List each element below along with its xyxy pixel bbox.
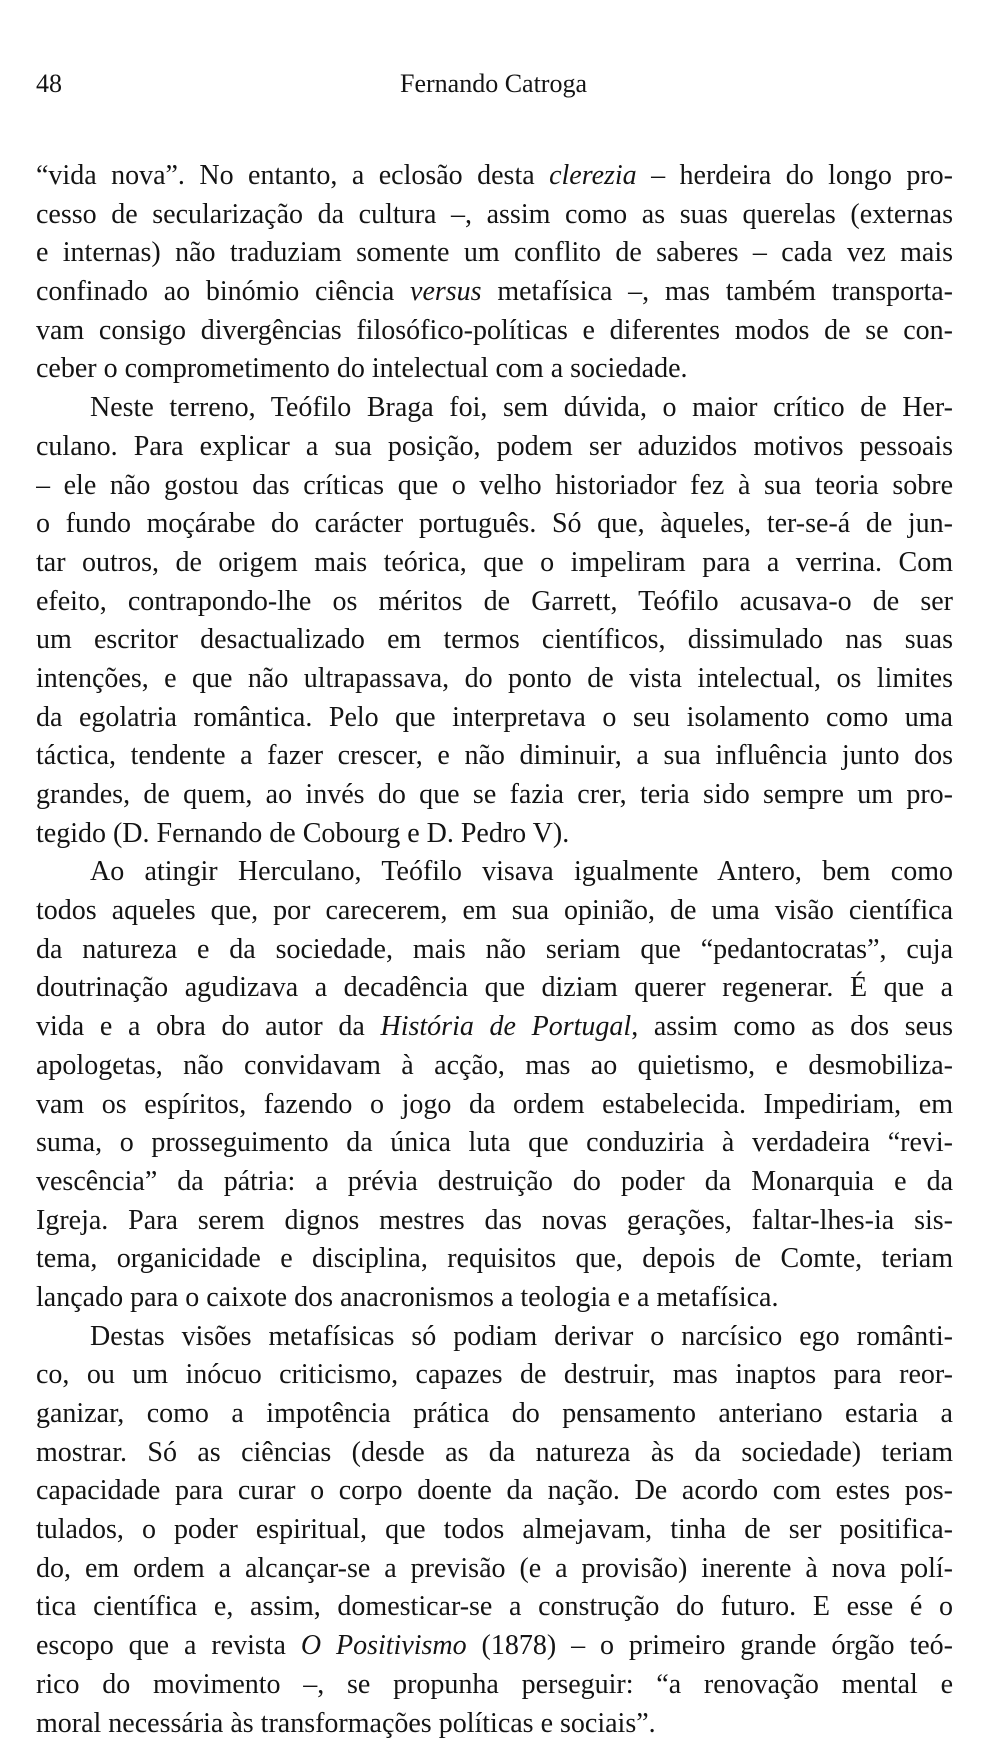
text-run: cesso de secularização da cultura –, assim como as suas querelas (externas	[36, 198, 953, 230]
text-line	[36, 1124, 953, 1163]
paragraph	[36, 1318, 953, 1744]
text-line	[36, 312, 953, 351]
paragraph	[36, 157, 953, 389]
text-run: Igreja. Para serem dignos mestres das novas gerações, faltar-lhes-ia sis-	[36, 1204, 953, 1236]
text-line	[36, 660, 953, 699]
text-run: do, em ordem a alcançar-se a previsão (e a provisão) inerente à nova polí-	[36, 1552, 953, 1584]
text-line	[36, 1550, 953, 1589]
text-line	[36, 1472, 953, 1511]
italic-title: clerezia	[549, 160, 637, 191]
text-line	[36, 583, 953, 622]
text-run: ganizar, como a impotência prática do pensamento anteriano estaria a	[36, 1398, 953, 1429]
text-line	[36, 428, 953, 467]
text-run: da natureza e da sociedade, mais não seriam que “pedantocratas”, cuja	[36, 933, 953, 965]
text-line	[36, 1279, 953, 1318]
text-run: tegido (D. Fernando de Cobourg e D. Pedro V).	[36, 817, 570, 849]
text-run: Destas visões metafísicas só podiam derivar o narcísico ego românti-	[90, 1320, 953, 1352]
text-line	[36, 892, 953, 931]
text-line	[36, 776, 953, 815]
text-line	[36, 467, 953, 506]
text-line	[36, 699, 953, 738]
text-run: da egolatria romântica. Pelo que interpretava o seu isolamento como uma	[36, 701, 953, 733]
text-line	[36, 544, 953, 583]
text-run: táctica, tendente a fazer crescer, e não diminuir, a sua influência junto dos	[36, 740, 953, 772]
text-run: tar outros, de origem mais teórica, que o impeliram para a verrina. Com	[36, 546, 953, 578]
book-page	[36, 0, 953, 1756]
text-line	[36, 1086, 953, 1125]
text-line	[36, 1511, 953, 1550]
text-run: apologetas, não convidavam à acção, mas ao quietismo, e desmobiliza-	[36, 1049, 953, 1081]
text-run: todos aqueles que, por carecerem, em sua opinião, de uma visão científica	[36, 895, 953, 927]
text-line	[36, 234, 953, 273]
running-head-author: Fernando Catroga	[400, 69, 588, 98]
text-run: vam consigo divergências filosófico-políticas e diferentes modos de se con-	[36, 314, 953, 346]
text-line	[36, 853, 953, 892]
text-line	[36, 1202, 953, 1241]
text-line	[36, 1318, 953, 1357]
text-line	[36, 505, 953, 544]
text-line	[36, 1395, 953, 1434]
italic-title: O Positivismo	[300, 1630, 467, 1662]
text-run: “vida nova”. No entanto, a eclosão desta	[36, 160, 550, 191]
italic-title: versus	[410, 276, 482, 308]
text-line	[36, 389, 953, 428]
text-run: co, ou um inócuo criticismo, capazes de destruir, mas inaptos para reor-	[36, 1359, 953, 1391]
text-run: grandes, de quem, ao invés do que se fazia crer, teria sido sempre um pro-	[36, 779, 953, 810]
text-run: culano. Para explicar a sua posição, podem ser aduzidos motivos pessoais	[36, 430, 953, 462]
text-line	[36, 1588, 953, 1627]
text-line	[36, 1705, 953, 1744]
text-run: moral necessária às transformações políticas e sociais”.	[36, 1707, 656, 1739]
text-run: – herdeira do longo pro-	[636, 160, 953, 191]
page-number: 48	[36, 69, 62, 98]
text-run: vam os espíritos, fazendo o jogo da ordem estabelecida. Impediriam, em	[36, 1088, 953, 1120]
text-run: doutrinação agudizava a decadência que diziam querer regenerar. É que a	[36, 972, 953, 1004]
text-run: lançado para o caixote dos anacronismos a teologia e a metafísica.	[36, 1281, 779, 1313]
text-line	[36, 350, 953, 389]
text-run: escopo que a revista	[36, 1630, 301, 1662]
running-head	[36, 66, 953, 102]
text-run: efeito, contrapondo-lhe os méritos de Garrett, Teófilo acusava-o de ser	[36, 585, 953, 617]
text-run: Neste terreno, Teófilo Braga foi, sem dúvida, o maior crítico de Her-	[90, 392, 953, 424]
text-run: – ele não gostou das críticas que o velho historiador fez à sua teoria sobre	[36, 469, 953, 501]
text-run: metafísica –, mas também transporta-	[481, 276, 953, 308]
text-run: , assim como as dos seus	[631, 1011, 953, 1043]
text-run: suma, o prosseguimento da única luta que conduziria à verdadeira “revi-	[36, 1127, 953, 1159]
text-line	[36, 737, 953, 776]
italic-title: História de Portugal	[380, 1011, 632, 1043]
text-run: ceber o comprometimento do intelectual com a sociedade.	[36, 353, 688, 385]
text-run: um escritor desactualizado em termos científicos, dissimulado nas suas	[36, 624, 953, 656]
text-run: intenções, e que não ultrapassava, do ponto de vista intelectual, os limites	[36, 662, 953, 694]
text-run: tema, organicidade e disciplina, requisitos que, depois de Comte, teriam	[36, 1243, 953, 1275]
text-line	[36, 1047, 953, 1086]
text-run: Ao atingir Herculano, Teófilo visava igualmente Antero, bem como	[90, 856, 953, 888]
text-run: confinado ao binómio ciência	[36, 276, 411, 308]
text-run: (1878) – o primeiro grande órgão teó-	[466, 1630, 953, 1662]
text-line	[36, 815, 953, 854]
text-line	[36, 1356, 953, 1395]
text-line	[36, 621, 953, 660]
text-line	[36, 157, 953, 196]
text-run: e internas) não traduziam somente um conflito de saberes – cada vez mais	[36, 237, 953, 269]
text-line	[36, 1627, 953, 1666]
text-line	[36, 196, 953, 235]
text-line	[36, 1434, 953, 1473]
text-line	[36, 1666, 953, 1705]
text-line	[36, 1240, 953, 1279]
text-run: rico do movimento –, se propunha perseguir: “a renovação mental e	[36, 1668, 953, 1700]
text-run: mostrar. Só as ciências (desde as da natureza às da sociedade) teriam	[36, 1436, 953, 1468]
text-run: tulados, o poder espiritual, que todos almejavam, tinha de ser positifica-	[36, 1514, 953, 1546]
text-line	[36, 931, 953, 970]
text-line	[36, 273, 953, 312]
text-line	[36, 969, 953, 1008]
text-line	[36, 1163, 953, 1202]
text-run: tica científica e, assim, domesticar-se a construção do futuro. E esse é o	[36, 1591, 953, 1623]
body-text	[36, 157, 953, 1743]
text-run: vescência” da pátria: a prévia destruição do poder da Monarquia e da	[36, 1165, 953, 1197]
paragraph	[36, 389, 953, 853]
text-run: o fundo moçárabe do carácter português. Só que, àqueles, ter-se-á de jun-	[36, 508, 953, 540]
text-line	[36, 1008, 953, 1047]
paragraph	[36, 853, 953, 1317]
text-run: capacidade para curar o corpo doente da nação. De acordo com estes pos-	[36, 1475, 953, 1507]
text-run: vida e a obra do autor da	[36, 1011, 381, 1043]
